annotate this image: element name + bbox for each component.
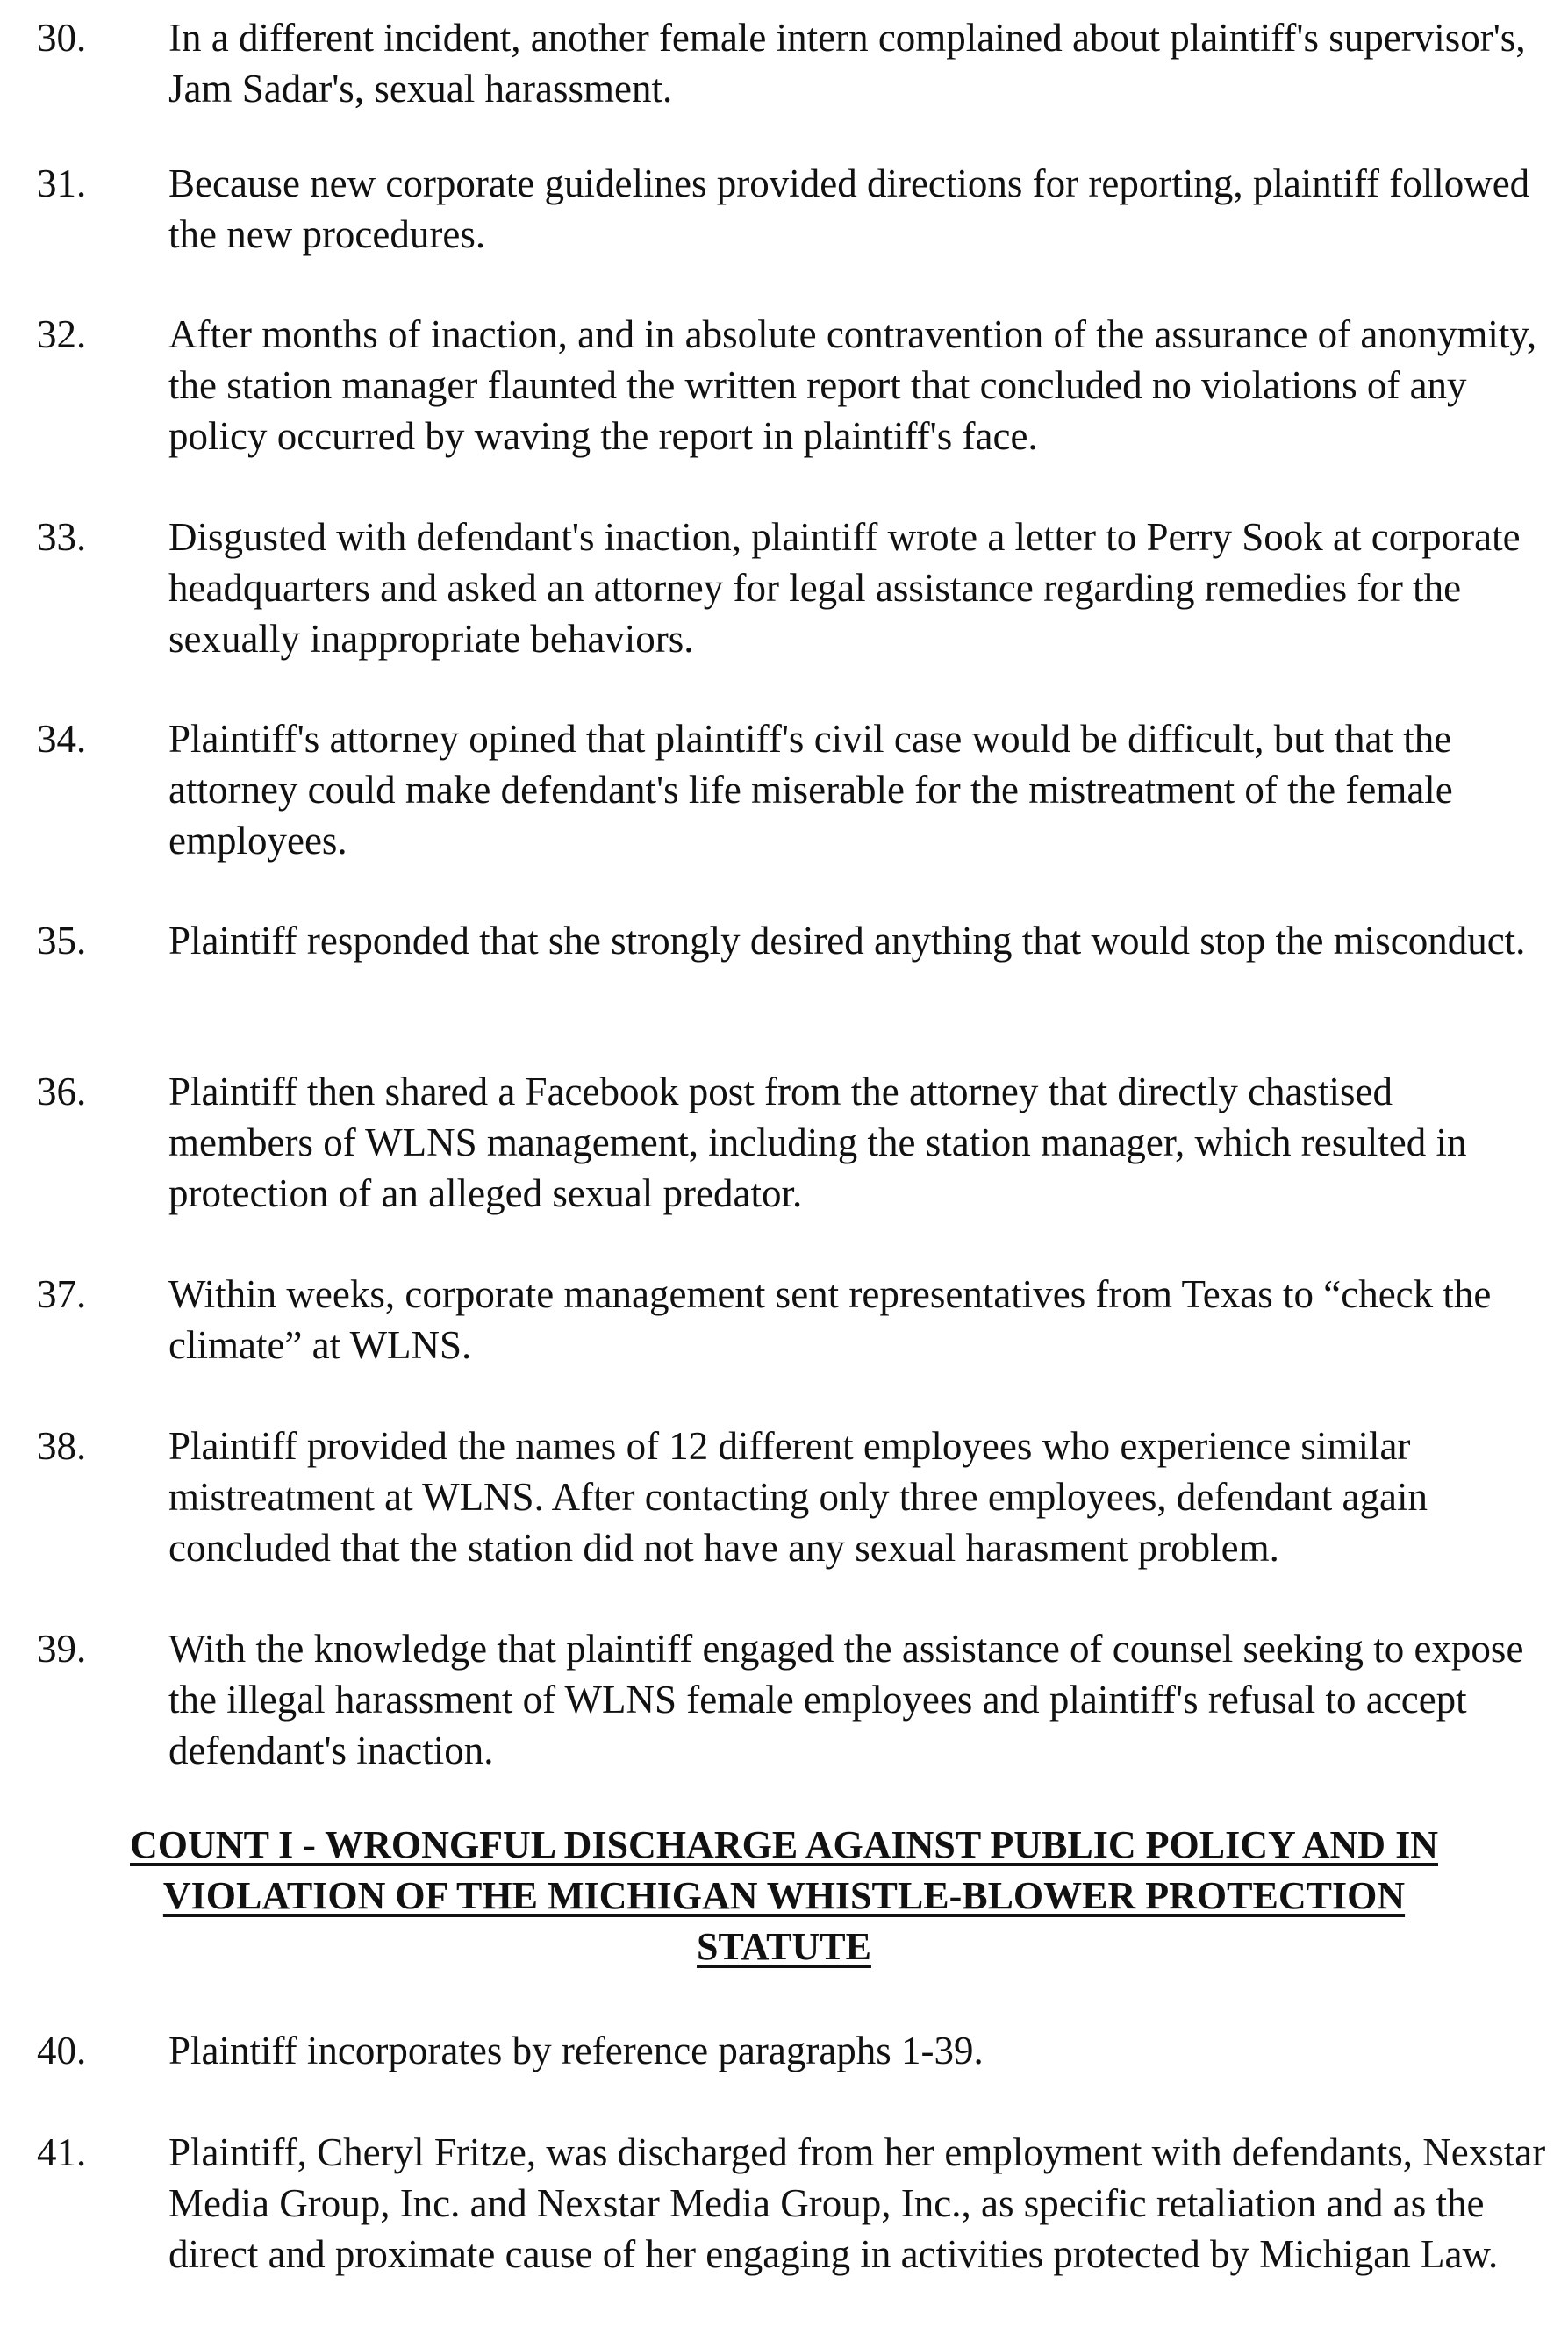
paragraph-number: 32. [37,312,87,356]
paragraph-text: In a different incident, another female intern complained about plaintiff's supervisor's, Jam Sadar's, sexual harassment. [168,16,1526,111]
paragraph-text: Plaintiff's attorney opined that plaintiff's civil case would be difficult, but that the attorney could make defendant's life miserable for the mistreatment of the female employees. [168,717,1453,863]
paragraph-text: After months of inaction, and in absolute contravention of the assurance of anonymity, the station manager flaunted the written report that concluded no violations of any policy occurred by waving the report in plaintiff's face. [168,312,1537,458]
paragraph-text: Plaintiff, Cheryl Fritze, was discharged from her employment with defendants, Nexstar Media Group, Inc. and Nexstar Media Group, Inc., as specific retaliation and as the direct and proximate cause of her engaging in activities protected by Michigan Law. [168,2130,1546,2276]
paragraph-text: Plaintiff responded that she strongly desired anything that would stop the misconduct. [168,919,1526,963]
paragraph-number: 36. [37,1070,87,1113]
count-heading-line: COUNT I - WRONGFUL DISCHARGE AGAINST PUBLIC POLICY AND IN [130,1823,1438,1866]
paragraph-text: With the knowledge that plaintiff engaged the assistance of counsel seeking to expose the illegal harassment of WLNS female employees and plaintiff's refusal to accept defendant's inaction. [168,1627,1524,1772]
count-heading-line: VIOLATION OF THE MICHIGAN WHISTLE-BLOWER PROTECTION [162,1874,1406,1917]
count-heading-line: STATUTE [697,1925,871,1968]
paragraph-text: Plaintiff then shared a Facebook post from the attorney that directly chastised members of WLNS management, including the station manager, which resulted in protection of an alleged sexual predator. [168,1070,1467,1215]
paragraph-number: 30. [37,16,87,60]
paragraph-number: 35. [37,919,87,963]
paragraph-text: Because new corporate guidelines provided directions for reporting, plaintiff followed the new procedures. [168,161,1530,256]
paragraph-number: 31. [37,161,87,205]
count-heading [0,1820,1568,1972]
paragraph-text: Plaintiff incorporates by reference paragraphs 1-39. [168,2029,984,2072]
paragraph-number: 34. [37,717,87,761]
paragraph-number: 40. [37,2029,87,2072]
paragraph-number: 39. [37,1627,87,1671]
paragraph-number: 33. [37,515,87,559]
paragraph-number: 38. [37,1424,87,1468]
paragraph-number: 41. [37,2130,87,2174]
paragraph-text: Disgusted with defendant's inaction, plaintiff wrote a letter to Perry Sook at corporate headquarters and asked an attorney for legal assistance regarding remedies for the sexually inappropriate behaviors. [168,515,1521,661]
paragraph-text: Within weeks, corporate management sent representatives from Texas to “check the climate” at WLNS. [168,1272,1492,1367]
paragraph-text: Plaintiff provided the names of 12 different employees who experience similar mistreatment at WLNS. After contacting only three employees, defendant again concluded that the station did not have any sexual harasment problem. [168,1424,1428,1570]
paragraph-number: 37. [37,1272,87,1316]
